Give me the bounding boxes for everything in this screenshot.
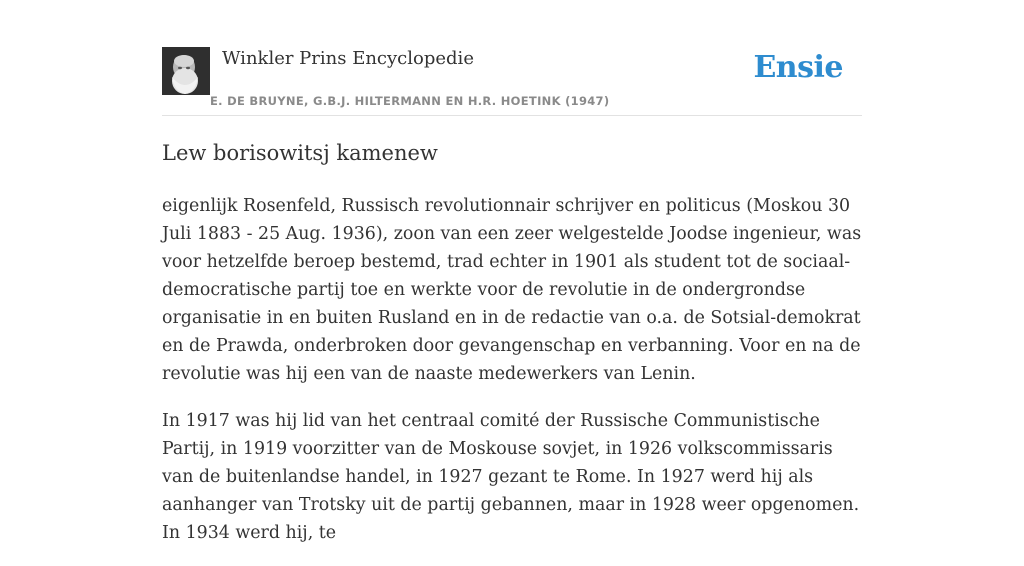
page-header — [162, 46, 862, 116]
entry-body — [162, 192, 868, 566]
entry-paragraph-2: In 1917 was hij lid van het centraal comité der Russische Communistische Partij, in 1919 voorzitter van de Moskouse sovjet, in 1926 volkscommissaris van de buitenlandse handel, in 1927 gezant te Rome. In 1927 werd hij als aanhanger van Trotsky uit de partij gebannen, maar in 1928 weer opgenomen. In 1934 werd hij, te — [162, 411, 860, 543]
entry-title: Lew borisowitsj kamenew — [162, 141, 438, 165]
source-title[interactable]: Winkler Prins Encyclopedie — [222, 48, 474, 69]
bearded-man-portrait-icon — [162, 47, 210, 95]
author-avatar — [162, 47, 210, 95]
source-authors: E. DE BRUYNE, G.B.J. HILTERMANN EN H.R. HOETINK (1947) — [210, 94, 610, 108]
ensie-logo[interactable]: Ensie — [753, 50, 843, 85]
entry-paragraph-1: eigenlijk Rosenfeld, Russisch revolutionnair schrijver en politicus (Moskou 30 Juli 1883 - 25 Aug. 1936), zoon van een zeer welgestelde Joodse ingenieur, was voor hetzelfde beroep bestemd, trad echter in 1901 als student tot de sociaal-democratische partij toe en werkte voor de revolutie in de ondergrondse organisatie in en buiten Rusland en in de redactie van o.a. de Sotsial-demokrat en de Prawda, onderbroken door gevangenschap en verbanning. Voor en na de revolutie was hij een van de naaste medewerkers van Lenin. — [162, 196, 862, 384]
